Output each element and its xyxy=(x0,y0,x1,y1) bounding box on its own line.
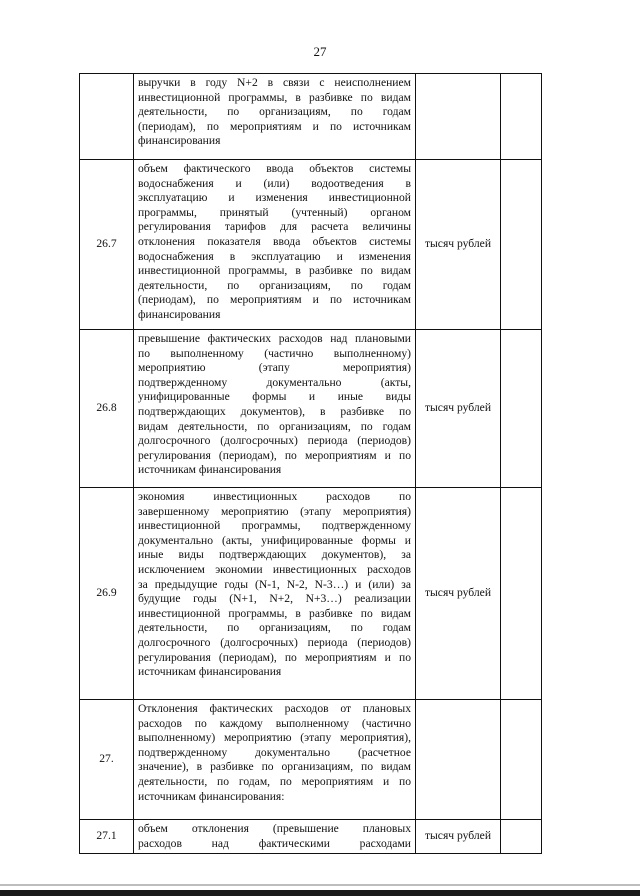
description-line: видам деятельности, по организациям, по годам xyxy=(138,419,411,433)
description-line: регулирования (периодам), по мероприятиям и по xyxy=(138,650,411,664)
table-row xyxy=(80,74,542,160)
scan-edge-shadow xyxy=(0,884,640,886)
description-line: водоснабжения в эксплуатацию и изменения xyxy=(138,249,411,263)
empty-value-cell xyxy=(501,330,542,488)
description-line: деятельности, по организациям, по годам xyxy=(138,621,411,635)
description-line: долгосрочного (долгосрочных) периода (периодов) xyxy=(138,635,411,649)
unit-of-measure xyxy=(416,700,501,820)
description-line: деятельности, по годам, по мероприятиям и по xyxy=(138,774,411,788)
empty-value-cell xyxy=(501,700,542,820)
description-line: будущие годы (N+1, N+2, N+3…) реализации xyxy=(138,592,411,606)
table-row xyxy=(80,700,542,820)
description-line: водоснабжения и (или) водоотведения в xyxy=(138,176,411,190)
description-line: долгосрочного (долгосрочных) периода (периодов) xyxy=(138,434,411,448)
description-line: выручки в году N+2 в связи с неисполнением xyxy=(138,76,411,89)
description-line: эксплуатацию и изменения инвестиционной xyxy=(138,191,411,205)
description-line: иные виды подтверждающих документов), за xyxy=(138,548,411,562)
description-line: отклонения показателя ввода объектов системы xyxy=(138,234,411,248)
description-line: подтвержденному документально (расчетное xyxy=(138,745,411,759)
description-line: деятельности, по организациям, по годам xyxy=(138,278,411,292)
page-number: 27 xyxy=(313,44,327,59)
description-line: исключением экономии инвестиционных расходов xyxy=(138,562,411,576)
description-line: инвестиционной программы, в разбивке по видам xyxy=(138,264,411,278)
description-line: подтверждающих документов), в разбивке по xyxy=(138,404,411,418)
unit-of-measure xyxy=(416,74,501,160)
indicators-table xyxy=(79,73,542,854)
description-line: инвестиционной программы, в разбивке по видам xyxy=(138,606,411,620)
empty-value-cell xyxy=(501,160,542,330)
row-number: 27.1 xyxy=(80,820,134,854)
indicator-description xyxy=(134,74,416,160)
description-line: по выполненному (частично выполненному) xyxy=(138,346,411,360)
description-line: экономия инвестиционных расходов по xyxy=(138,490,411,503)
scan-bottom-edge xyxy=(0,890,640,896)
indicator-description xyxy=(134,820,416,854)
unit-of-measure: тысяч рублей xyxy=(416,820,501,854)
indicator-description xyxy=(134,700,416,820)
description-line: программы, принятый (учтенный) органом xyxy=(138,205,411,219)
description-line: документально (акты, унифицированные формы и xyxy=(138,533,411,547)
description-line: источникам финансирования: xyxy=(138,789,285,803)
description-line: Отклонения фактических расходов от плановых xyxy=(138,702,411,715)
description-line: подтвержденному документально (акты, xyxy=(138,375,411,389)
unit-of-measure: тысяч рублей xyxy=(416,160,501,330)
indicator-description xyxy=(134,160,416,330)
row-number: 27. xyxy=(80,700,134,820)
description-line: превышение фактических расходов над плановыми xyxy=(138,332,411,345)
row-number: 26.9 xyxy=(80,488,134,700)
description-line: расходов над фактическими расходами xyxy=(138,836,411,850)
description-line: инвестиционной программы, в разбивке по видам xyxy=(138,90,411,104)
description-line: источникам финансирования xyxy=(138,463,282,477)
row-number: 26.7 xyxy=(80,160,134,330)
table-row xyxy=(80,330,542,488)
unit-of-measure: тысяч рублей xyxy=(416,488,501,700)
table-row xyxy=(80,160,542,330)
description-line: объем фактического ввода объектов системы xyxy=(138,162,411,175)
description-line: выполненному) мероприятию (этапу мероприятия), xyxy=(138,731,411,745)
unit-of-measure: тысяч рублей xyxy=(416,330,501,488)
description-line: финансирования xyxy=(138,134,221,148)
description-line: (периодам), по мероприятиям и по источникам xyxy=(138,293,411,307)
description-line: финансирования xyxy=(138,307,221,321)
row-number xyxy=(80,74,134,160)
description-line: регулирования (периодам), по мероприятиям и по xyxy=(138,448,411,462)
description-line: инвестиционной программы, подтвержденному xyxy=(138,519,411,533)
description-line: значение), в разбивке по организациям, по видам xyxy=(138,760,411,774)
empty-value-cell xyxy=(501,488,542,700)
description-line: завершенному мероприятию (этапу мероприятия) xyxy=(138,504,411,518)
description-line: деятельности, по организациям, по годам xyxy=(138,105,411,119)
empty-value-cell xyxy=(501,74,542,160)
table-row xyxy=(80,820,542,854)
indicator-description xyxy=(134,488,416,700)
indicator-description xyxy=(134,330,416,488)
description-line: регулирования тарифов для расчета величины xyxy=(138,220,411,234)
description-line: расходов по каждому выполненному (частично xyxy=(138,716,411,730)
row-number: 26.8 xyxy=(80,330,134,488)
description-line: источникам финансирования xyxy=(138,665,282,679)
table-row xyxy=(80,488,542,700)
description-line: за предыдущие годы (N-1, N-2, N-3…) и (или) за xyxy=(138,577,411,591)
empty-value-cell xyxy=(501,820,542,854)
description-line: мероприятию (этапу мероприятия) xyxy=(138,361,411,375)
description-line: объем отклонения (превышение плановых xyxy=(138,822,411,835)
description-line: (периодам), по мероприятиям и по источникам xyxy=(138,119,411,133)
description-line: унифицированные формы и иные виды xyxy=(138,390,411,404)
